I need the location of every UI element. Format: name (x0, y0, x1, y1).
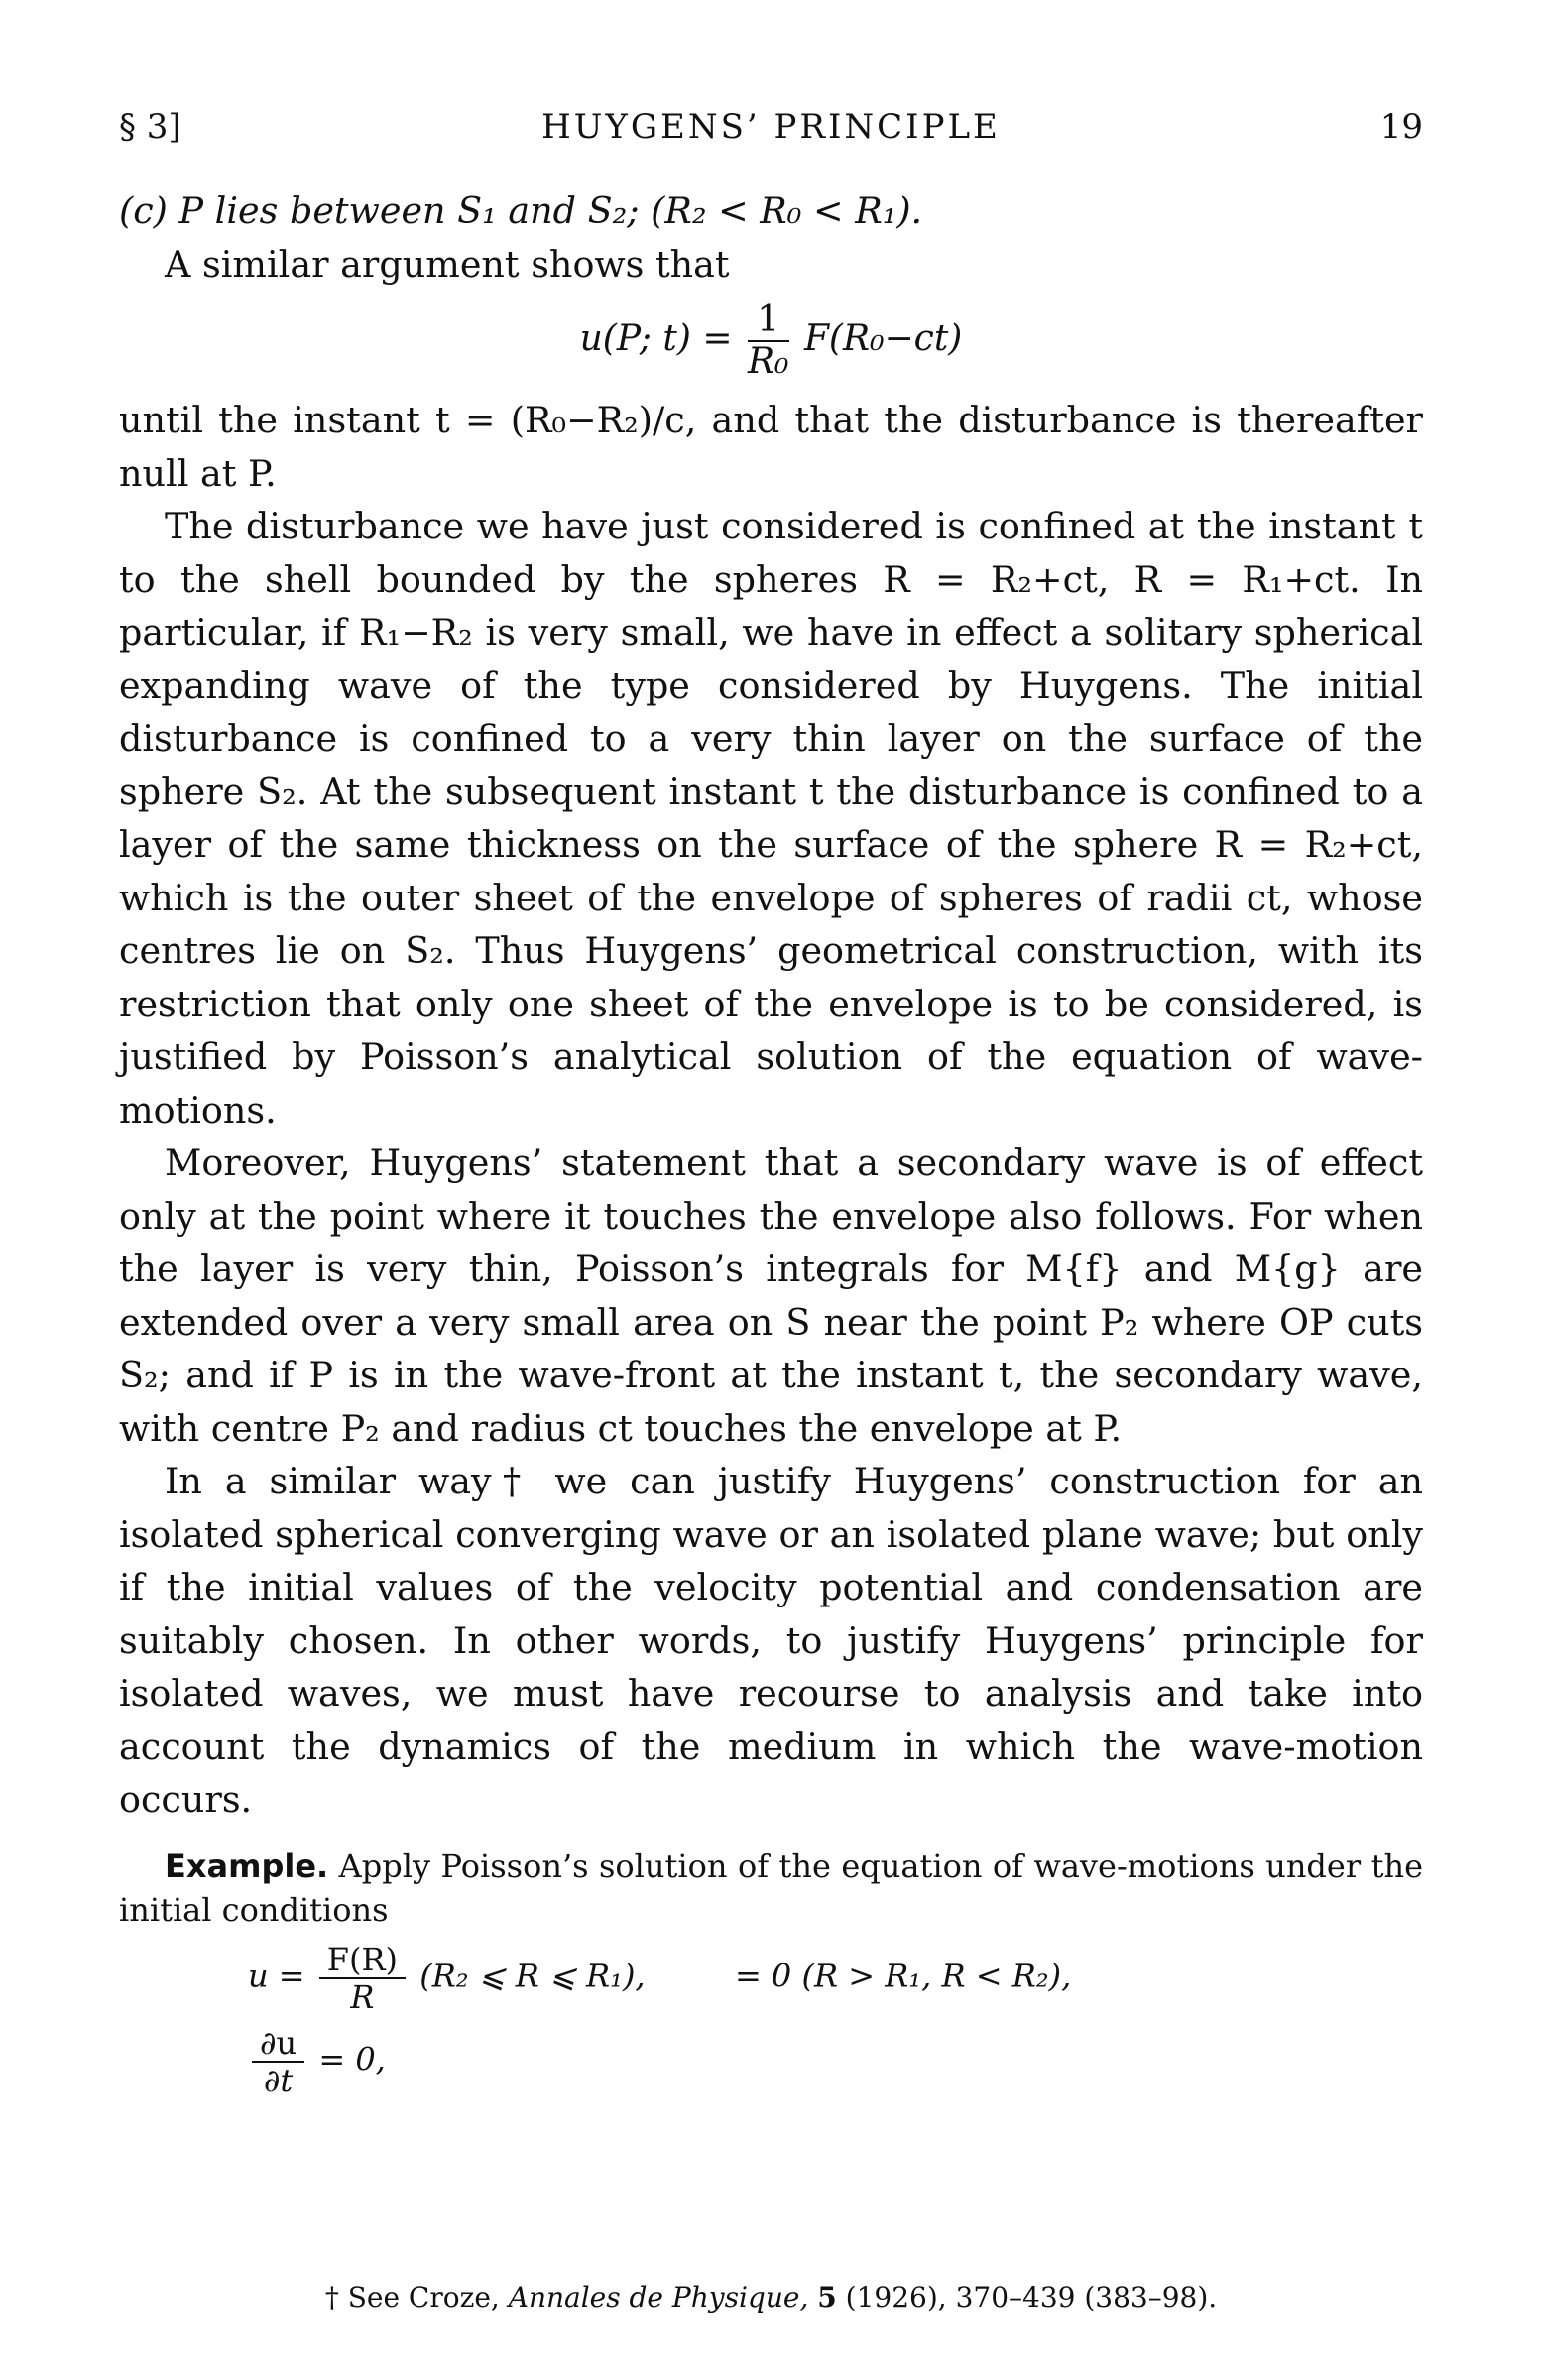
example-text: Apply Poisson’s solution of the equation of wave-motions under the initial conditions (119, 1846, 1424, 1929)
equation-u (119, 300, 1423, 382)
body-text (119, 184, 1423, 2098)
example-label: Example. (165, 1846, 329, 1885)
section-marker: § 3] (119, 107, 181, 147)
fraction-denominator: R₀ (747, 341, 789, 382)
paragraph: In a similar way† we can justify Huygens’ construction for an isolated spherical converging wave or an isolated plane wave; but only if the initial values of the velocity potential and condensation are suitably chosen. In other words, to justify Huygens’ principle for isolated waves, we must have recourse to analysis and take into account the dynamics of the medium in which the wave-motion occurs. (119, 1460, 1423, 1821)
ex-condition-1: (R₂ ⩽ R ⩽ R₁), (419, 1957, 646, 1994)
fraction (748, 300, 789, 382)
footnote-prefix: † See Croze, (324, 2281, 500, 2314)
example-block (119, 1844, 1423, 2098)
paragraph: until the instant t = (R₀−R₂)/c, and that the disturbance is thereafter null at P. (119, 399, 1423, 495)
paragraph: The disturbance we have just considered is confined at the instant t to the shell bounded by the spheres R = R₂+ct, R = R₁+ct. In particular, if R₁−R₂ is very small, we have in effect a solitary spherical expanding wave of the type considered by Huygens. The initial disturbance is confined to a very thin layer on the surface of the sphere S₂. At the subsequent instant t the disturbance is confined to a layer of the same thickness on the surface of the sphere R = R₂+ct, which is the outer sheet of the envelope of spheres of radii ct, whose centres lie on S₂. Thus Huygens’ geometrical construction, with its restriction that only one sheet of the envelope is to be considered, is justified by Poisson’s analytical solution of the equation of wave-motions. (119, 505, 1423, 1131)
ex-eq-lhs: u = (248, 1957, 305, 1994)
page-number: 19 (1379, 107, 1423, 147)
ex-derivative-denominator: ∂t (263, 2061, 294, 2099)
equation-lhs: u(P; t) = (579, 318, 733, 359)
ex-derivative-fraction (252, 2025, 304, 2098)
ex-derivative-numerator: ∂u (252, 2025, 304, 2063)
fraction-numerator: 1 (748, 300, 789, 342)
paragraph: Moreover, Huygens’ statement that a secondary wave is of effect only at the point where it touches the envelope also follows. For when the layer is very thin, Poisson’s integrals for M{f} and M{g} are extended over a very small area on S near the point P₂ where OP cuts S₂; and if P is in the wave-front at the instant t, the secondary wave, with centre P₂ and radius ct touches the envelope at P. (119, 1141, 1423, 1450)
ex-derivative-rhs: = 0, (318, 2040, 386, 2078)
ex-fraction-numerator: F(R) (319, 1942, 406, 1979)
footnote (119, 2281, 1423, 2314)
ex-fraction-denominator: R (350, 1977, 375, 2016)
ex-condition-2: (R > R₁, R < R₂), (801, 1957, 1072, 1994)
example-statement (119, 1844, 1423, 1932)
footnote-volume: 5 (817, 2281, 837, 2314)
example-equation-du (248, 2025, 1423, 2098)
page (119, 0, 1423, 2380)
footnote-rest: (1926), 370–439 (383–98). (845, 2281, 1218, 2314)
running-head (119, 107, 1423, 151)
footnote-journal: Annales de Physique, (508, 2281, 809, 2314)
equation-rhs: F(R₀−ct) (803, 318, 963, 359)
example-equation-u (248, 1942, 1423, 2015)
ex-fraction (319, 1942, 406, 2015)
running-title: HUYGENS’ PRINCIPLE (541, 107, 1001, 147)
case-intro: A similar argument shows that (165, 242, 730, 286)
case-heading: (c) P lies between S₁ and S₂; (R₂ < R₀ < R₁). (119, 189, 923, 232)
ex-eq-rhs-zero: = 0 (734, 1957, 792, 1994)
